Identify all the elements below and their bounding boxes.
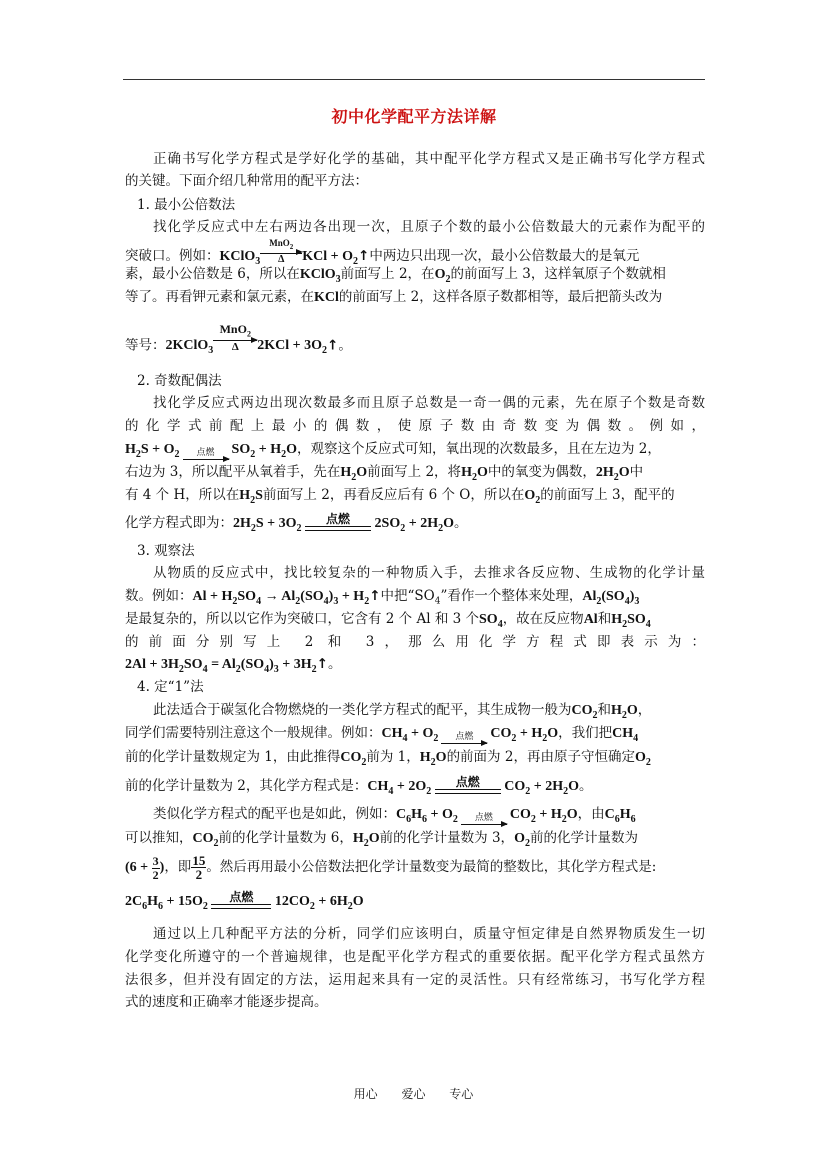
equation-al-balanced: $2Al + 3H_2SO_4 = Al_2(SO_4)_3 + 3H_2$ <box>125 657 317 675</box>
conclusion-line-3: 法很多，但并没有固定的方法，运用起来具有一定的灵活性。只有经常练习，书写化学方程 <box>125 972 705 988</box>
s3-line-3: 是最复杂的，所以以它作为突破口，它含有 2 个 Al 和 3 个$SO_4$，故在反应物Al和$H_2SO_4$ <box>125 611 651 630</box>
reaction-equals: 点燃 <box>435 775 501 794</box>
s1-line-3: 素，最小公倍数是 6，所以在KClO$_3$前面写上 2，在$O_2$的前面写上 3，这样氧原子个数就相 <box>125 266 666 285</box>
s4-line-1: 此法适合于碳氢化合物燃烧的一类化学方程式的配平，其生成物一般为$CO_2$和$H_2O$， <box>153 702 652 721</box>
equation-al-unbalanced: $Al + H_2SO_4 \to Al_2(SO_4)_3 + H_2$ <box>192 589 370 607</box>
s1-line-4: 等了。再看钾元素和氯元素，在KCl的前面写上 2，这样各原子数都相等，最后把箭头改为 <box>125 289 663 305</box>
s4-line-8 <box>125 890 705 920</box>
s4-line-5: 类似化学方程式的配平也是如此，例如：$C_6H_6 + O_2$ 点燃 $CO_2 + H_2O$，由$C_6H_6$ <box>153 806 636 825</box>
section-1-heading: 1. 最小公倍数法 <box>137 197 236 213</box>
section-4-heading: 4. 定“1”法 <box>137 679 204 695</box>
intro-line-2: 的关键。下面介绍几种常用的配平方法： <box>125 173 368 189</box>
equation-kclo3-unbalanced: KClO$_3$ MnO$_2$ Δ KCl + $O_2$ <box>219 238 359 267</box>
equation-ch4-balanced: $CH_4 + 2O_2$ 点燃 $CO_2 + 2H_2O$ <box>367 775 580 797</box>
equation-h2s-balanced: $2H_2S + 3O_2$ 点燃 $2SO_2 + 2H_2O$ <box>233 512 454 534</box>
conclusion-line-4: 式的速度和正确率才能逐步提高。 <box>125 994 328 1010</box>
gas-arrow-icon: ↑ <box>358 247 370 264</box>
reaction-equals: 点燃 <box>305 512 371 531</box>
s1-line-1: 找化学反应式中左右两边各出现一次，且原子个数的最小公倍数最大的元素作为配平的 <box>153 219 705 235</box>
s1-line-5: 等号：2KClO$_3$ MnO$_2$ Δ $2KCl + 3O_2↑$。 <box>125 322 352 357</box>
fraction-3-2: $\frac{3}{2}$ <box>152 854 159 882</box>
s4-line-3: 前的化学计量数规定为 1，由此推得$CO_2$前为 1，$H_2O$的前面为 2，再由原子守恒确定$O_2$ <box>125 749 651 768</box>
s3-line-1: 从物质的反应式中，找比较复杂的一种物质入手，去推求各反应物、生成物的化学计量 <box>153 565 705 581</box>
s2-line-3: $H_2S + O_2$ 点燃 $SO_2 + H_2O$，观察这个反应式可知，氧出现的次数最多，且在左边为 2， <box>125 441 661 460</box>
reaction-arrow: MnO$_2$ Δ <box>213 324 257 353</box>
conclusion-line-1: 通过以上几种配平方法的分析，同学们应该明白，质量守恒定律是自然界物质发生一切 <box>153 926 705 942</box>
gas-arrow-icon: ↑ <box>327 337 339 354</box>
section-2-heading: 2. 奇数配偶法 <box>137 373 222 389</box>
equation-c6h6-unbalanced: $C_6H_6 + O_2$ 点燃 $CO_2 + H_2O$ <box>396 807 578 825</box>
s3-line-2: 数。例如：$Al + H_2SO_4 \to Al_2(SO_4)_3$ + $H_2↑$中把“$SO_4$”看作一个整体来处理，$Al_2(SO_4)_3$ <box>125 588 640 607</box>
equation-ch4-unbalanced: $CH_4 + O_2$ 点燃 $CO_2 + H_2O$ <box>381 726 559 744</box>
s4-line-2: 同学们需要特别注意这个一般规律。例如：$CH_4 + O_2$ 点燃 $CO_2 + H_2O$，我们把$CH_4$ <box>125 725 639 744</box>
s4-line-4: 前的化学计量数为 2，其化学方程式是：$CH_4 + 2O_2$ 点燃 $CO_2 + 2H_2O$。 <box>125 775 593 797</box>
section-3-heading: 3. 观察法 <box>137 543 195 559</box>
header-rule <box>123 79 705 80</box>
conclusion-line-2: 化学变化所遵守的一个普遍规律，也是配平化学方程式的重要依据。配平化学方程式虽然方 <box>125 949 705 965</box>
s2-line-6: 化学方程式即为：$2H_2S + 3O_2$ 点燃 $2SO_2 + 2H_2O$。 <box>125 512 468 534</box>
reaction-arrow: 点燃 <box>461 814 507 825</box>
s2-line-1: 找化学反应式两边出现次数最多而且原子总数是一奇一偶的元素，先在原子个数是奇数 <box>153 395 705 411</box>
s2-line-2: 的化学式前配上最小的偶数，使原子数由奇数变为偶数。例如， <box>125 418 705 434</box>
reaction-arrow: MnO$_2$ Δ <box>260 239 302 264</box>
intro-line-1: 正确书写化学方程式是学好化学的基础，其中配平化学方程式又是正确书写化学方程式 <box>153 151 705 167</box>
reaction-arrow: 点燃 <box>441 733 487 744</box>
page-title: 初中化学配平方法详解 <box>331 107 497 126</box>
reaction-arrow: 点燃 <box>183 449 229 460</box>
s2-line-4: 右边为 3，所以配平从氧着手，先在$H_2O$前面写上 2，将$H_2O$中的氧变为偶数，$2H_2O$中 <box>125 464 644 483</box>
s3-line-5: $2Al + 3H_2SO_4 = Al_2(SO_4)_3$ + $3H_2↑$。 <box>125 656 342 675</box>
reaction-equals: 点燃 <box>211 890 271 909</box>
s3-line-4: 的前面分别写上 2 和 3，那么用化学方程式即表示为： <box>125 634 705 650</box>
equation-c6h6-balanced: $2C_6H_6 + 15O_2$ 点燃 $12CO_2 + 6H_2O$ <box>125 890 364 912</box>
fraction-15-2: $\frac{15}{2}$ <box>192 853 206 882</box>
equation-kclo3-balanced: 2KClO$_3$ MnO$_2$ Δ $2KCl + 3O_2$ <box>165 322 328 357</box>
s4-line-6: 可以推知，$CO_2$前的化学计量数为 6，$H_2O$前的化学计量数为 3，$O_2$前的化学计量数为 <box>125 830 638 849</box>
s4-line-7: (6 + $\frac{3}{2}$ )，即 $\frac{15}{2}$ 。然后再用最小公倍数法把化学计量数变为最简的整数比，其化学方程式是: <box>125 853 657 882</box>
equation-h2s-unbalanced: $H_2S + O_2$ 点燃 $SO_2 + H_2O$ <box>125 442 297 460</box>
page-footer: 用心 爱心 专心 <box>353 1087 474 1101</box>
s1-line-2: 突破口。例如：KClO$_3$ MnO$_2$ Δ KCl + $O_2↑$中两边只出现一次，最小公倍数最大的是氧元 <box>125 238 640 267</box>
s2-line-5: 有 4 个 H，所以在$H_2S$前面写上 2，再看反应后有 6 个 O，所以在$O_2$的前面写上 3，配平的 <box>125 487 675 506</box>
